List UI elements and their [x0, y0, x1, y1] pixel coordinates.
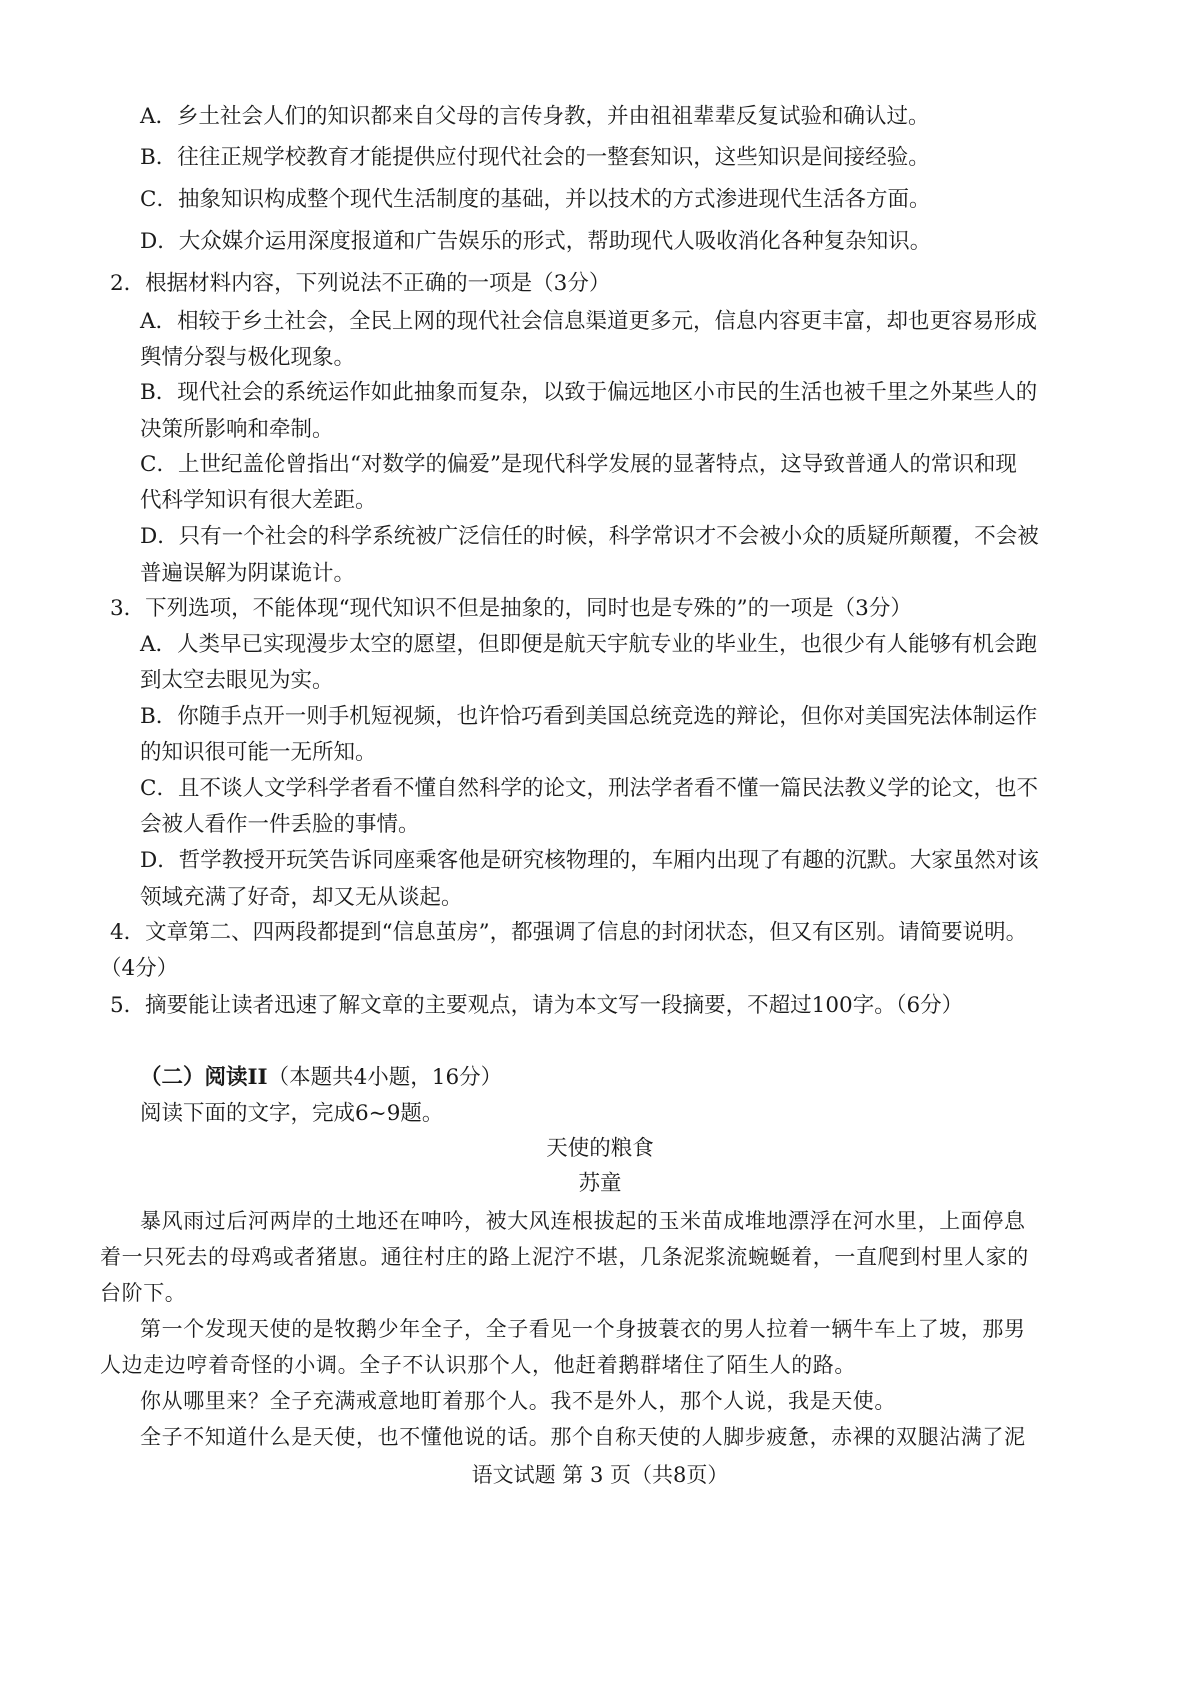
story-paragraph-2-line1: 第一个发现天使的是牧鹅少年全子，全子看见一个身披蓑衣的男人拉着一辆牛车上了坡，那男	[140, 1317, 1026, 1341]
q1-option-c: C．抽象知识构成整个现代生活制度的基础，并以技术的方式渗进现代生活各方面。	[140, 187, 931, 212]
q3-option-d-line1: D．哲学教授开玩笑告诉同座乘客他是研究核物理的，车厢内出现了有趣的沉默。大家虽然对该	[140, 848, 1039, 873]
q3-option-c-line2: 会被人看作一件丢脸的事情。	[140, 812, 420, 837]
story-paragraph-4-line1: 全子不知道什么是天使，也不懂他说的话。那个自称天使的人脚步疲惫，赤裸的双腿沾满了泥	[140, 1425, 1026, 1449]
story-author: 苏童	[578, 1171, 622, 1196]
q5-stem: 5．摘要能让读者迅速了解文章的主要观点，请为本文写一段摘要，不超过100字。（6分）	[110, 993, 964, 1018]
q3-option-b-line1: B．你随手点开一则手机短视频，也许恰巧看到美国总统竞选的辩论，但你对美国宪法体制运作	[140, 704, 1038, 729]
page-footer: 语文试题 第 3 页（共8页）	[471, 1463, 729, 1487]
q4-score: （4分）	[100, 956, 179, 981]
q2-option-a-line2: 舆情分裂与极化现象。	[140, 345, 356, 370]
q1-option-d: D．大众媒介运用深度报道和广告娱乐的形式，帮助现代人吸收消化各种复杂知识。	[140, 229, 932, 254]
section-2-title: （二）阅读II	[140, 1065, 268, 1090]
q2-stem: 2．根据材料内容，下列说法不正确的一项是（3分）	[110, 271, 611, 296]
story-title: 天使的粮食	[546, 1136, 654, 1161]
q2-option-b-line2: 决策所影响和牵制。	[140, 417, 334, 442]
section-2-instruction: 阅读下面的文字，完成6~9题。	[140, 1101, 444, 1126]
section-2-note: （本题共4小题，16分）	[267, 1065, 503, 1090]
q2-option-c-line1: C．上世纪盖伦曾指出“对数学的偏爱”是现代科学发展的显著特点，这导致普通人的常识和现	[140, 452, 1017, 477]
story-paragraph-1-line3: 台阶下。	[100, 1281, 187, 1305]
q3-option-d-line2: 领域充满了好奇，却又无从谈起。	[140, 885, 463, 910]
q2-option-d-line1: D．只有一个社会的科学系统被广泛信任的时候，科学常识才不会被小众的质疑所颠覆，不会被	[140, 524, 1039, 549]
story-paragraph-2-line2: 人边走边哼着奇怪的小调。全子不认识那个人，他赶着鹅群堵住了陌生人的路。	[100, 1353, 856, 1377]
q4-stem: 4．文章第二、四两段都提到“信息茧房”，都强调了信息的封闭状态，但又有区别。请简要说明。	[110, 920, 1028, 945]
q3-stem: 3．下列选项，不能体现“现代知识不但是抽象的，同时也是专殊的”的一项是（3分）	[110, 596, 912, 621]
q3-option-c-line1: C．且不谈人文学科学者看不懂自然科学的论文，刑法学者看不懂一篇民法教义学的论文，也不	[140, 776, 1038, 801]
q2-option-a-line1: A．相较于乡土社会，全民上网的现代社会信息渠道更多元，信息内容更丰富，却也更容易形成	[140, 309, 1038, 334]
q1-option-b: B．往往正规学校教育才能提供应付现代社会的一整套知识，这些知识是间接经验。	[140, 145, 930, 170]
q2-option-c-line2: 代科学知识有很大差距。	[140, 488, 377, 513]
story-paragraph-1-line2: 着一只死去的母鸡或者猪崽。通往村庄的路上泥泞不堪，几条泥浆流蜿蜒着，一直爬到村里人家的	[100, 1245, 1029, 1269]
section-2-heading	[140, 1063, 502, 1093]
q3-option-a-line2: 到太空去眼见为实。	[140, 668, 334, 693]
q2-option-b-line1: B．现代社会的系统运作如此抽象而复杂，以致于偏远地区小市民的生活也被千里之外某些人的	[140, 380, 1038, 405]
story-paragraph-1-line1: 暴风雨过后河两岸的土地还在呻吟，被大风连根拔起的玉米苗成堆地漂浮在河水里，上面停息	[140, 1209, 1026, 1233]
q2-option-d-line2: 普遍误解为阴谋诡计。	[140, 561, 356, 586]
q3-option-a-line1: A．人类早已实现漫步太空的愿望，但即便是航天宇航专业的毕业生，也很少有人能够有机会跑	[140, 632, 1038, 657]
q3-option-b-line2: 的知识很可能一无所知。	[140, 740, 377, 765]
story-paragraph-3: 你从哪里来？全子充满戒意地盯着那个人。我不是外人，那个人说，我是天使。	[140, 1389, 896, 1413]
q1-option-a: A．乡土社会人们的知识都来自父母的言传身教，并由祖祖辈辈反复试验和确认过。	[140, 104, 930, 129]
